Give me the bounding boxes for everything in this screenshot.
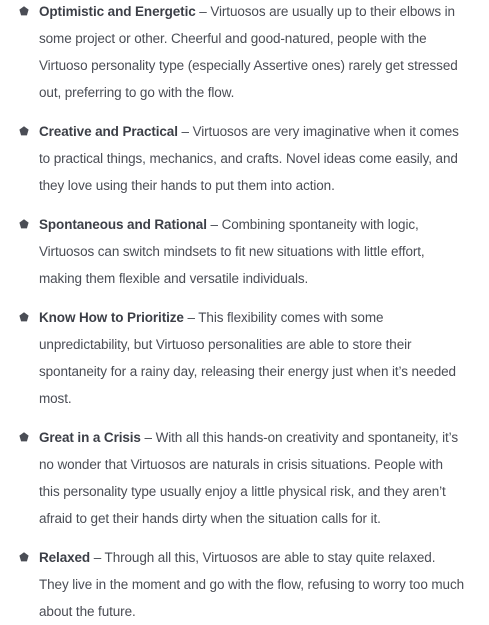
trait-description: – Through all this, Virtuosos are able to stay quite relaxed. They live in the moment and go with the flow, refusing to worry too much about the future. [39, 550, 465, 619]
trait-item [0, 0, 489, 106]
pentagon-bullet-icon [19, 312, 29, 322]
trait-item [0, 211, 489, 292]
trait-title: Great in a Crisis [39, 430, 141, 445]
trait-title: Spontaneous and Rational [39, 217, 207, 232]
trait-item [0, 544, 489, 625]
pentagon-bullet-icon [19, 432, 29, 442]
trait-item [0, 424, 489, 532]
trait-description: – Combining spontaneity with logic, Virtuosos can switch mindsets to fit new situations with little effort, making them flexible and versatile individuals. [39, 217, 425, 286]
trait-description: – Virtuosos are usually up to their elbows in some project or other. Cheerful and good-natured, people with the Virtuoso personality type (especially Assertive ones) rarely get stressed out, preferring to go with the flow. [39, 4, 458, 100]
pentagon-bullet-icon [19, 6, 29, 16]
trait-description: – Virtuosos are very imaginative when it comes to practical things, mechanics, and crafts. Novel ideas come easily, and they love using their hands to put them into action. [39, 124, 459, 193]
trait-title: Know How to Prioritize [39, 310, 184, 325]
trait-title: Relaxed [39, 550, 91, 565]
trait-title: Creative and Practical [39, 124, 178, 139]
trait-description: – This flexibility comes with some unpredictability, but Virtuoso personalities are able to store their spontaneity for a rainy day, releasing their energy just when it’s needed most. [39, 310, 456, 406]
trait-description: – With all this hands-on creativity and spontaneity, it’s no wonder that Virtuosos are naturals in crisis situations. People with this personality type usually enjoy a little physical risk, and they aren’t afraid to get their hands dirty when the situation calls for it. [39, 430, 458, 526]
pentagon-bullet-icon [19, 552, 29, 562]
trait-item [0, 118, 489, 199]
pentagon-bullet-icon [19, 126, 29, 136]
pentagon-bullet-icon [19, 219, 29, 229]
trait-item [0, 304, 489, 412]
trait-title: Optimistic and Energetic [39, 4, 196, 19]
